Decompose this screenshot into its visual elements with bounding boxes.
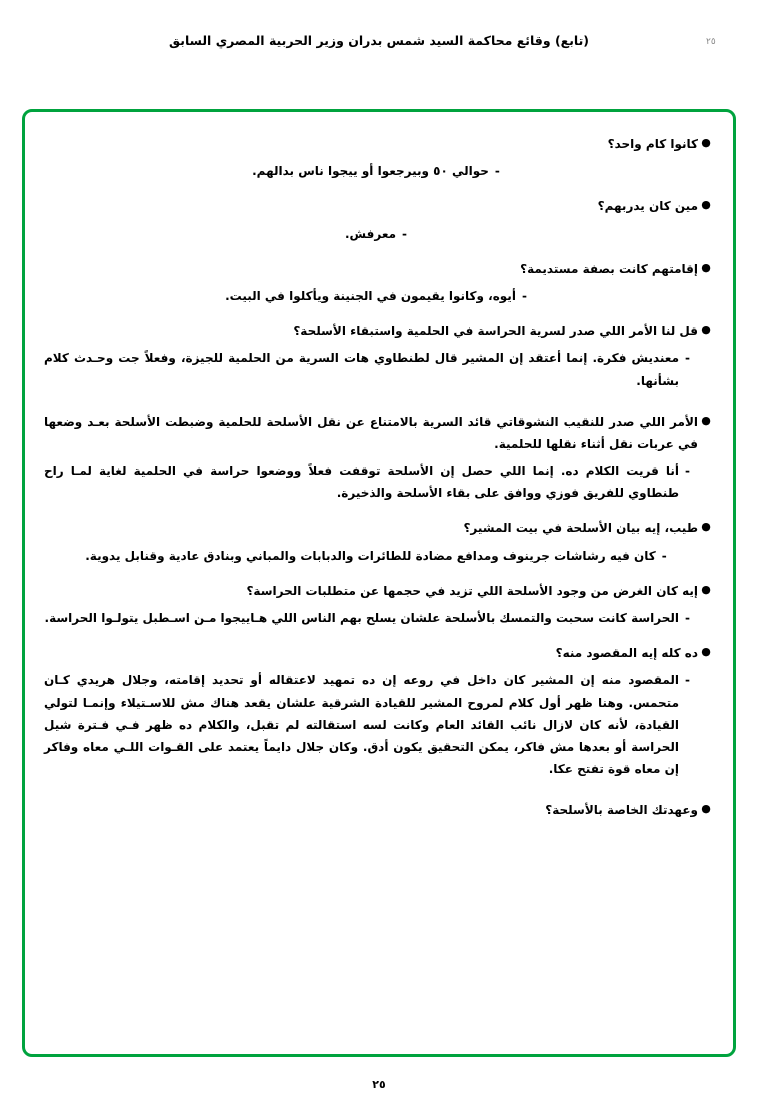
dash-icon: - (685, 351, 690, 366)
qa-block (44, 411, 714, 505)
page-number: ٢٥ (372, 1078, 386, 1091)
question-text: وعهدتك الخاصة بالأسلحة؟ (545, 803, 698, 818)
qa-block (44, 133, 714, 182)
question-line (44, 133, 714, 155)
answer-line (44, 223, 714, 245)
qa-block (44, 258, 714, 307)
answer-text: أنا قريت الكلام ده. إنما اللي حصل إن الأسلحة توقفت فعلاً ووضعوا حراسة في الحلمية لغاية لمـا راح طنطاوي للفريق فوزي ووافق على بقاء الأسلحة والذخيرة. (44, 464, 679, 501)
dash-icon: - (685, 464, 690, 479)
answer-text: المقصود منه إن المشير كان داخل في روعه إن ده تمهيد لاعتقاله أو تحديد إقامته، وجلال هريدي كـان متحمس. وهنا ظهر أول كلام لمروح المشير للقيادة الشرقية علشان يقعد هناك مش للاسـتيلاء وإنمـا لتولي القيادة، لأنه كان لازال نائب القائد العام وكانت لسه استقالته لم تقبل، والكلام ده ظهر فـي فـترة شيل الحراسة أو بعدها مش فاكر، يمكن التحقيق يكون أدق. وكان جلال دايماً يعتمد على القـوات اللـي معاه وفاكر إن معاه قوة تفتح عكا. (44, 673, 679, 777)
answer-line (44, 545, 714, 567)
question-line (44, 320, 714, 342)
question-line (44, 195, 714, 217)
bullet-icon: ● (701, 260, 711, 274)
question-line (44, 411, 714, 455)
transcript-content (44, 133, 714, 831)
dash-icon: - (494, 164, 500, 179)
question-text: الأمر اللي صدر للنقيب النشوقاتي قائد السرية بالامتناع عن نقل الأسلحة للحلمية وضبطت الأسلحة بعـد وضعها في عربات نقل أثناء نقلها للحلمية. (44, 414, 698, 451)
answer-line (44, 347, 696, 391)
question-line (44, 642, 714, 664)
answer-text: أيوه، وكانوا يقيمون في الجنينة ويأكلوا في البيت. (225, 288, 516, 303)
dash-icon: - (685, 611, 690, 625)
qa-block (44, 517, 714, 566)
answer-text: كان فيه رشاشات جرينوف ومدافع مضادة للطائرات والدبابات والمباني وبنادق عادية وقنابل يدوية. (85, 548, 656, 563)
corner-mark: ٢٥ (706, 37, 716, 47)
answer-line (44, 160, 714, 182)
question-line (44, 580, 714, 602)
bullet-icon: ● (701, 323, 711, 337)
answer-text: الحراسة كانت سحبت والتمسك بالأسلحة علشان يسلح بهم الناس اللي هـاييجوا مـن اسـطبل يتولـوا الحراسة. (44, 611, 679, 625)
question-text: كانوا كام واحد؟ (607, 137, 698, 151)
dash-icon: - (685, 673, 690, 688)
question-line (44, 258, 714, 280)
qa-block (44, 580, 714, 629)
bullet-icon: ● (701, 520, 711, 534)
answer-line (44, 607, 696, 629)
bullet-icon: ● (701, 645, 711, 659)
question-text: قل لنا الأمر اللي صدر لسرية الحراسة في الحلمية واستبقاء الأسلحة؟ (293, 324, 698, 339)
bullet-icon: ● (701, 582, 711, 596)
page-header-title: (تابع) وقائع محاكمة السيد شمس بدران وزير الحربية المصري السابق (168, 33, 590, 48)
question-text: مين كان يدربهم؟ (597, 199, 698, 214)
question-line (44, 517, 714, 539)
question-text: إقامتهم كانت بصفة مستديمة؟ (520, 261, 698, 276)
question-text: ده كله إيه المقصود منه؟ (555, 646, 698, 661)
answer-line (44, 669, 696, 780)
dash-icon: - (402, 226, 408, 241)
question-text: طيب، إيه بيان الأسلحة في بيت المشير؟ (463, 521, 698, 536)
question-text: إيه كان الغرض من وجود الأسلحة اللي تزيد في حجمها عن متطلبات الحراسة؟ (246, 583, 698, 598)
qa-block (44, 195, 714, 244)
bullet-icon: ● (701, 136, 711, 149)
answer-line (44, 285, 714, 307)
answer-text: معرفش. (344, 226, 397, 241)
answer-line (44, 460, 696, 504)
qa-block (44, 320, 714, 392)
answer-text: معندیش فكرة. إنما أعتقد إن المشير قال لطنطاوي هات السرية من الحلمية للجيزة، وفعلاً جت وحـدث كلام بشأنها. (44, 351, 679, 388)
bullet-icon: ● (701, 198, 711, 212)
document-page (0, 33, 758, 1111)
qa-block (44, 799, 714, 821)
question-line (44, 799, 714, 821)
qa-block (44, 642, 714, 780)
bullet-icon: ● (701, 802, 711, 816)
answer-text: حوالي ٥٠ وبيرجعوا أو ييجوا ناس بدالهم. (252, 164, 489, 179)
bullet-icon: ● (701, 413, 711, 427)
dash-icon: - (521, 288, 527, 303)
dash-icon: - (661, 548, 667, 563)
